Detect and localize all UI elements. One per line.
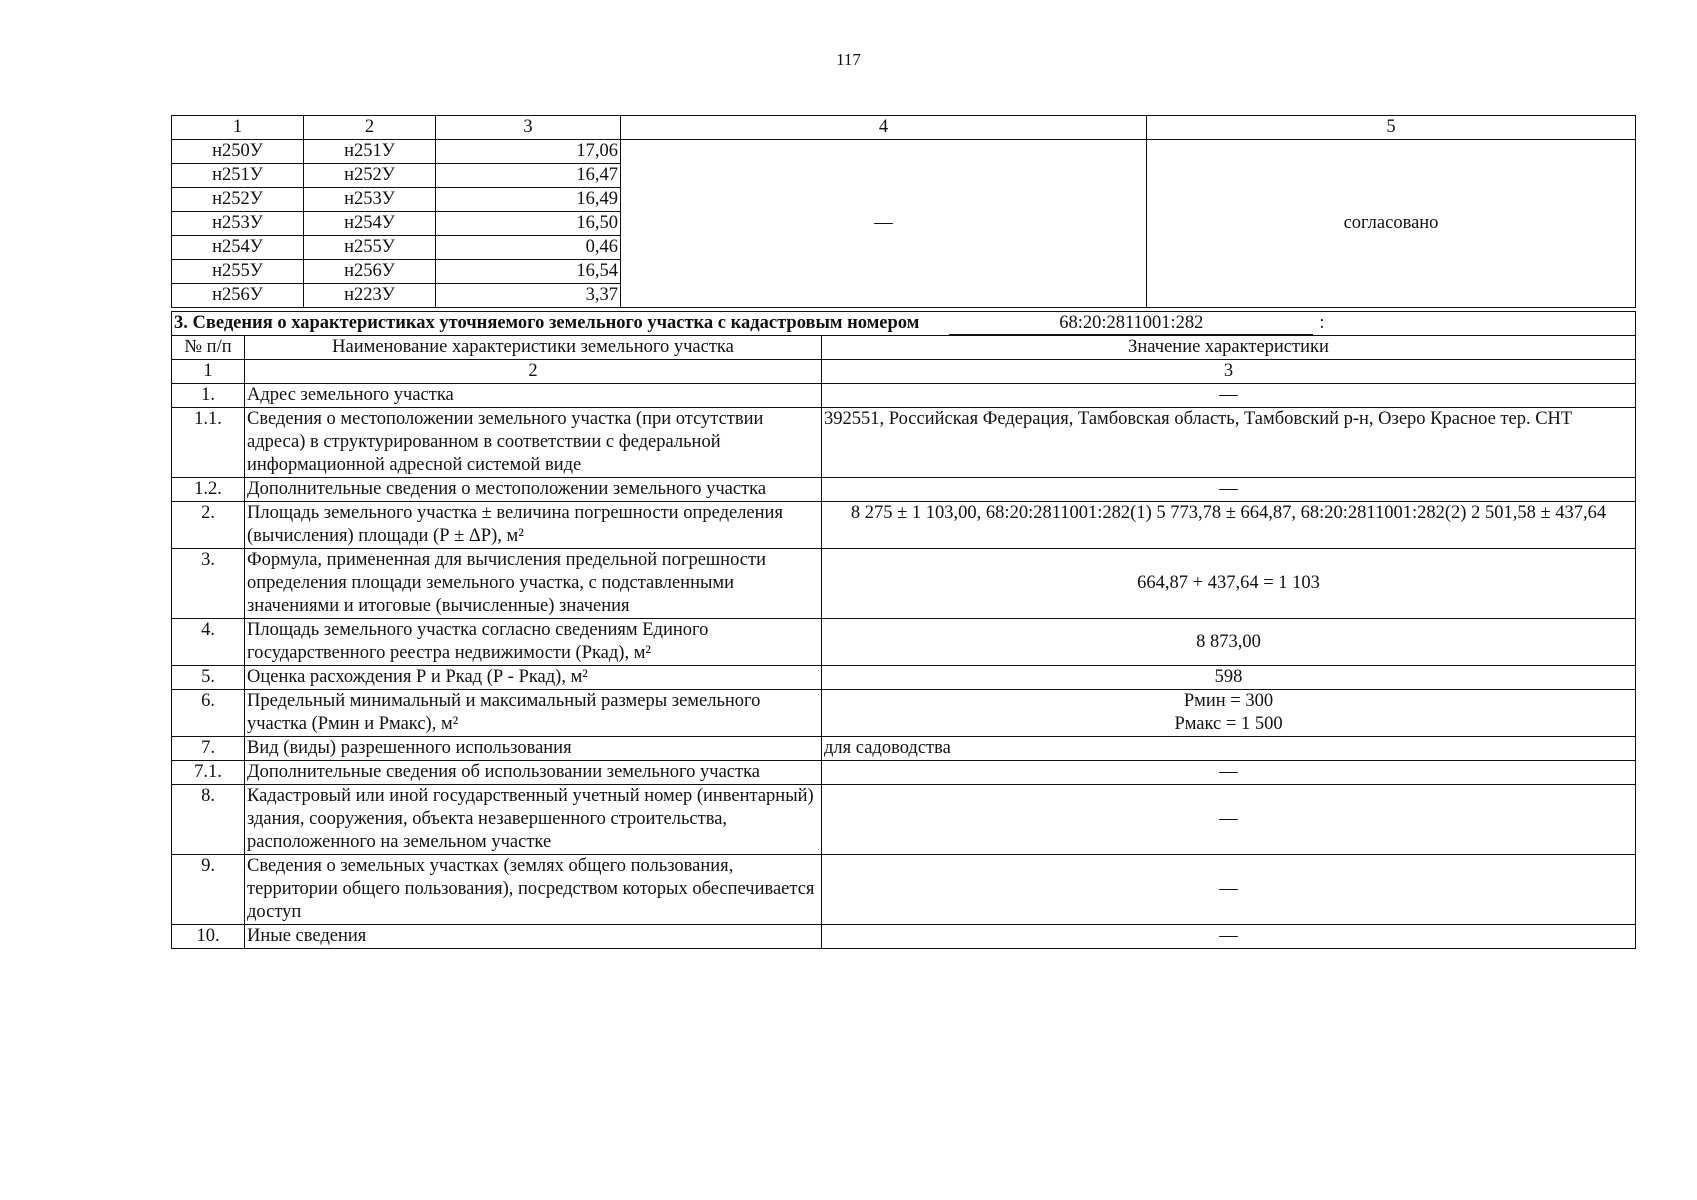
- section-title-row: [172, 312, 1636, 336]
- row-value: [822, 690, 1636, 737]
- segment-length: 16,49: [436, 188, 621, 212]
- section-title: 3. Сведения о характеристиках уточняемого земельного участка с кадастровым номером: [174, 313, 920, 333]
- row-number: 2.: [172, 502, 245, 549]
- header-cell-name: Наименование характеристики земельного участка: [245, 336, 822, 360]
- row-number: 9.: [172, 855, 245, 925]
- table-row: [172, 737, 1636, 761]
- table-row: [172, 761, 1636, 785]
- row-number: 4.: [172, 619, 245, 666]
- point-to: н253У: [304, 188, 436, 212]
- characteristics-header-numbers-row: [172, 360, 1636, 384]
- row-number: 1.1.: [172, 408, 245, 478]
- row-number: 7.1.: [172, 761, 245, 785]
- boundary-table: [171, 115, 1636, 308]
- row-value: —: [822, 785, 1636, 855]
- row-name: Вид (виды) разрешенного использования: [245, 737, 822, 761]
- row-value: —: [822, 855, 1636, 925]
- header-number-cell: 1: [172, 360, 245, 384]
- row-name: Кадастровый или иной государственный учетный номер (инвентарный) здания, сооружения, объекта незавершенного строительства, расположенного на земельном участке: [245, 785, 822, 855]
- row-name: Сведения о местоположении земельного участка (при отсутствии адреса) в структурированном в соответствии с федеральной информационной адресной системой виде: [245, 408, 822, 478]
- boundary-header-cell: 2: [304, 116, 436, 140]
- row-number: 10.: [172, 925, 245, 949]
- row-name: Формула, примененная для вычисления предельной погрешности определения площади земельного участка, с подставленными значениями и итоговые (вычисленные) значения: [245, 549, 822, 619]
- point-to: н255У: [304, 236, 436, 260]
- row-number: 5.: [172, 666, 245, 690]
- point-to: н252У: [304, 164, 436, 188]
- row-name: Сведения о земельных участках (землях общего пользования, территории общего пользования), посредством которых обеспечивается доступ: [245, 855, 822, 925]
- header-number-cell: 3: [822, 360, 1636, 384]
- header-number-cell: 2: [245, 360, 822, 384]
- segment-length: 16,47: [436, 164, 621, 188]
- point-to: н256У: [304, 260, 436, 284]
- point-from: н252У: [172, 188, 304, 212]
- row-name: Дополнительные сведения об использовании земельного участка: [245, 761, 822, 785]
- table-row: [172, 666, 1636, 690]
- row-value: —: [822, 478, 1636, 502]
- segment-length: 0,46: [436, 236, 621, 260]
- row-name: Площадь земельного участка ± величина погрешности определения (вычисления) площади (Р ± ΔР), м²: [245, 502, 822, 549]
- table-row: [172, 855, 1636, 925]
- row-value-max: Рмакс = 1 500: [1174, 714, 1283, 734]
- row-name: Дополнительные сведения о местоположении земельного участка: [245, 478, 822, 502]
- row-value: 664,87 + 437,64 = 1 103: [822, 549, 1636, 619]
- segment-length: 17,06: [436, 140, 621, 164]
- table-row: [172, 408, 1636, 478]
- row-value: —: [822, 761, 1636, 785]
- row-name: Оценка расхождения Р и Ркад (Р - Ркад), м²: [245, 666, 822, 690]
- table-row: [172, 549, 1636, 619]
- row-value: —: [822, 384, 1636, 408]
- boundary-header-cell: 1: [172, 116, 304, 140]
- point-from: н255У: [172, 260, 304, 284]
- page-number: 117: [836, 50, 861, 69]
- table-row: [172, 140, 1636, 164]
- point-from: н250У: [172, 140, 304, 164]
- row-number: 7.: [172, 737, 245, 761]
- row-number: 6.: [172, 690, 245, 737]
- table-row: [172, 384, 1636, 408]
- table-row: [172, 502, 1636, 549]
- segment-length: 16,54: [436, 260, 621, 284]
- row-value: 598: [822, 666, 1636, 690]
- row-value: для садоводства: [822, 737, 1636, 761]
- table-row: [172, 478, 1636, 502]
- boundary-header-row: [172, 116, 1636, 140]
- row-number: 1.: [172, 384, 245, 408]
- boundary-header-cell: 5: [1147, 116, 1636, 140]
- row-value: 8 275 ± 1 103,00, 68:20:2811001:282(1) 5 773,78 ± 664,87, 68:20:2811001:282(2) 2 501,58 ± 437,64: [822, 502, 1636, 549]
- point-to: н223У: [304, 284, 436, 308]
- table-row: [172, 690, 1636, 737]
- table-row: [172, 925, 1636, 949]
- segment-length: 3,37: [436, 284, 621, 308]
- point-from: н253У: [172, 212, 304, 236]
- section-title-cell: [172, 312, 1636, 336]
- row-value: 392551, Российская Федерация, Тамбовская область, Тамбовский р-н, Озеро Красное тер. СНТ: [822, 408, 1636, 478]
- point-from: н251У: [172, 164, 304, 188]
- table-row: [172, 785, 1636, 855]
- boundary-header-cell: 3: [436, 116, 621, 140]
- section-colon: :: [1319, 313, 1325, 333]
- point-from: н256У: [172, 284, 304, 308]
- cadastral-number: 68:20:2811001:282: [949, 312, 1313, 335]
- characteristics-table: [171, 311, 1636, 949]
- row-number: 1.2.: [172, 478, 245, 502]
- agreement-status: согласовано: [1147, 140, 1636, 308]
- characteristics-header-row: [172, 336, 1636, 360]
- row-name: Площадь земельного участка согласно сведениям Единого государственного реестра недвижимости (Ркад), м²: [245, 619, 822, 666]
- point-to: н254У: [304, 212, 436, 236]
- row-number: 8.: [172, 785, 245, 855]
- row-value: 8 873,00: [822, 619, 1636, 666]
- point-to: н251У: [304, 140, 436, 164]
- table-row: [172, 619, 1636, 666]
- row-number: 3.: [172, 549, 245, 619]
- point-from: н254У: [172, 236, 304, 260]
- row-value: —: [822, 925, 1636, 949]
- row-name: Предельный минимальный и максимальный размеры земельного участка (Рмин и Рмакс), м²: [245, 690, 822, 737]
- row-name: Адрес земельного участка: [245, 384, 822, 408]
- row-value-min: Рмин = 300: [1183, 691, 1274, 711]
- header-cell-value: Значение характеристики: [822, 336, 1636, 360]
- boundary-header-cell: 4: [621, 116, 1147, 140]
- header-cell-number: № п/п: [172, 336, 245, 360]
- row-name: Иные сведения: [245, 925, 822, 949]
- col4-value: —: [621, 140, 1147, 308]
- segment-length: 16,50: [436, 212, 621, 236]
